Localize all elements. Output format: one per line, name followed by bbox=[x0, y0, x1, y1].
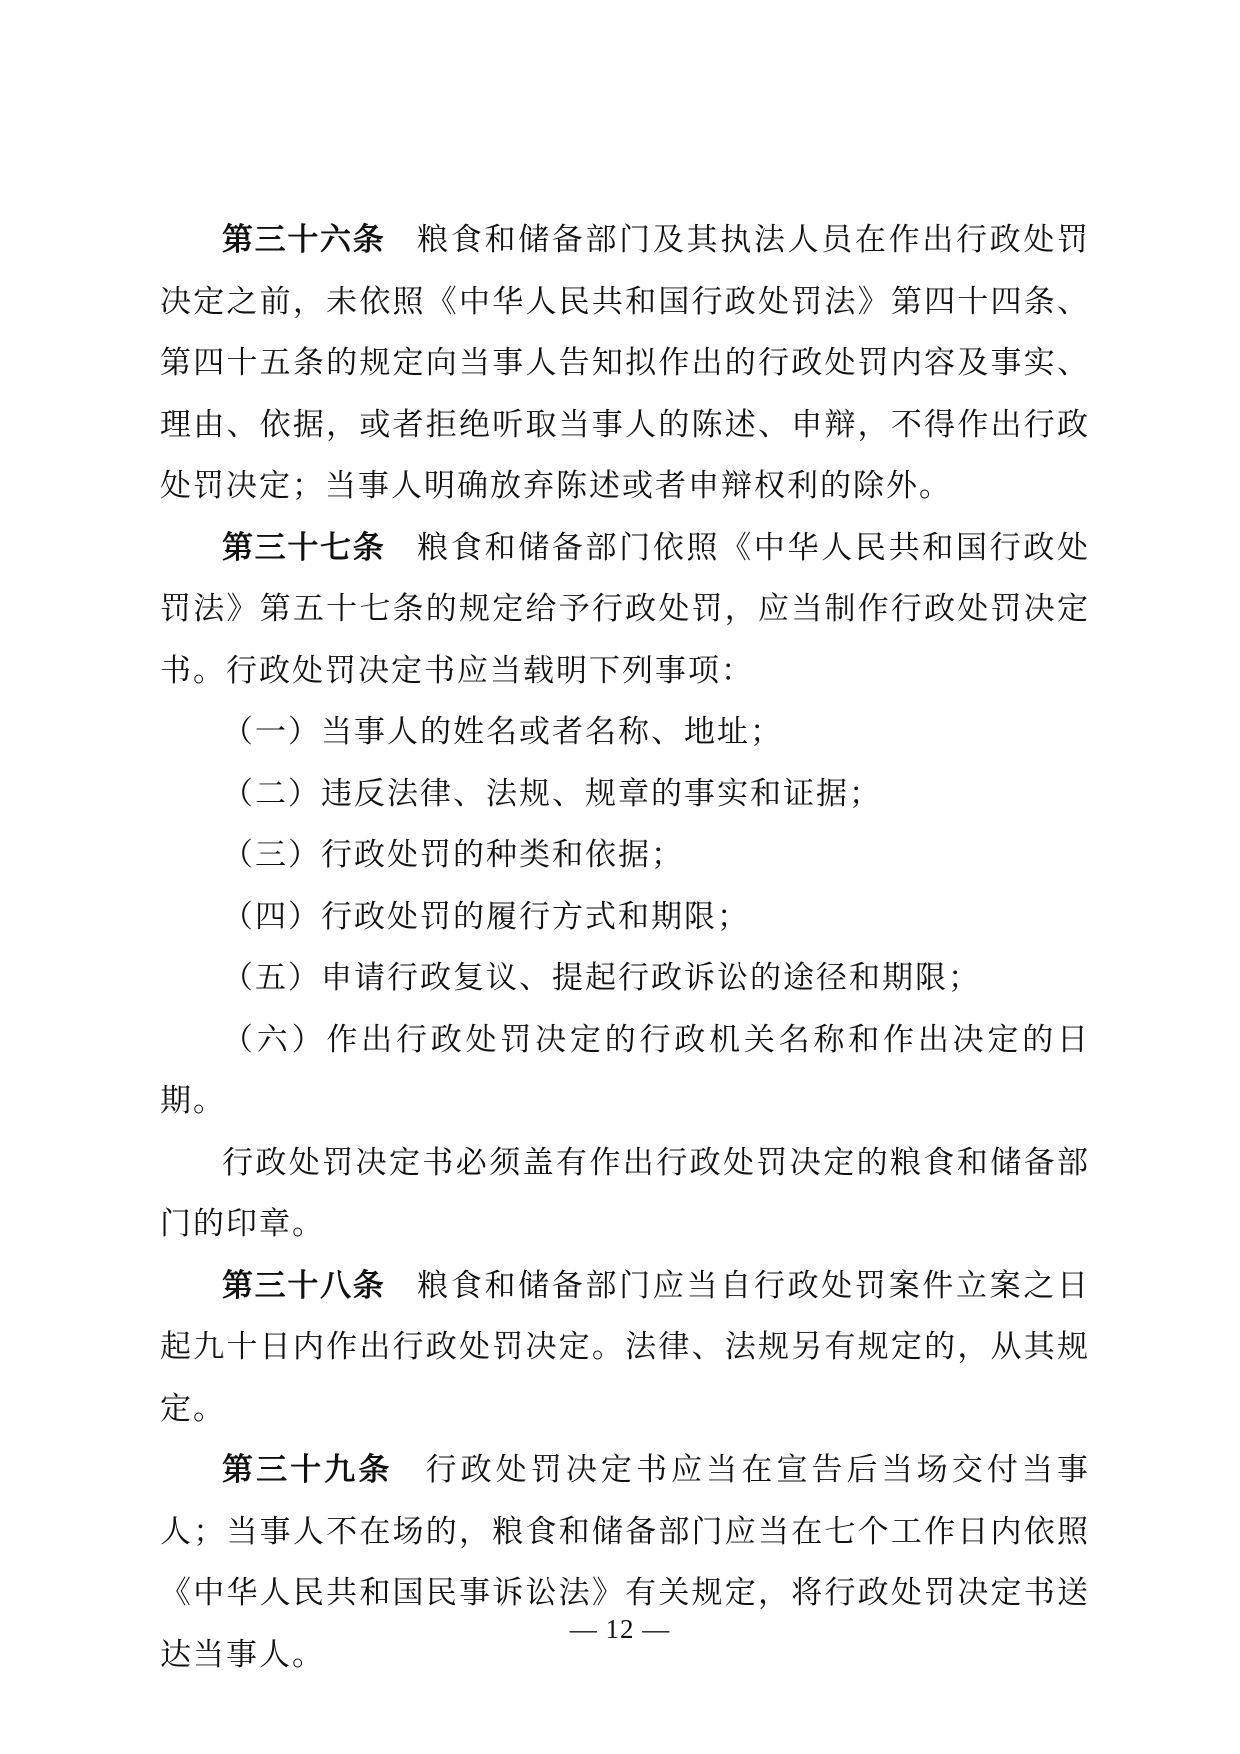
article-number: 第三十六条 bbox=[222, 222, 386, 258]
article-36-paragraph bbox=[160, 210, 1090, 518]
article-text: 粮食和储备部门依照《中华人民共和国行政处罚法》第五十七条的规定给予行政处罚，应当制作行政处罚决定书。行政处罚决定书应当载明下列事项： bbox=[160, 529, 1091, 689]
list-item-5: （五）申请行政复议、提起行政诉讼的途径和期限； bbox=[222, 960, 981, 996]
article-38-paragraph bbox=[160, 1256, 1090, 1441]
article-39-paragraph bbox=[160, 1440, 1090, 1686]
article-text: 行政处罚决定书应当在宣告后当场交付当事人；当事人不在场的，粮食和储备部门应当在七个工作日内依照《中华人民共和国民事诉讼法》有关规定，将行政处罚决定书送达当事人。 bbox=[160, 1452, 1091, 1673]
article-number: 第三十七条 bbox=[222, 529, 386, 566]
article-text: 粮食和储备部门应当自行政处罚案件立案之日起九十日内作出行政处罚决定。法律、法规另有规定的，从其规定。 bbox=[160, 1267, 1091, 1427]
list-item-1: （一）当事人的姓名或者名称、地址； bbox=[222, 714, 783, 750]
seal-requirement-paragraph: 行政处罚决定书必须盖有作出行政处罚决定的粮食和储备部门的印章。 bbox=[160, 1144, 1090, 1242]
list-item-4: （四）行政处罚的履行方式和期限； bbox=[222, 898, 750, 935]
document-body bbox=[160, 210, 1090, 1686]
article-text: 粮食和储备部门及其执法人员在作出行政处罚决定之前，未依照《中华人民共和国行政处罚法》第四十四条、第四十五条的规定向当事人告知拟作出的行政处罚内容及事实、理由、依据，或者拒绝听取当事人的陈述、申辩，不得作出行政处罚决定；当事人明确放弃陈述或者申辩权利的除外。 bbox=[160, 222, 1091, 504]
page-number: — 12 — bbox=[569, 1614, 671, 1644]
article-number: 第三十九条 bbox=[222, 1452, 393, 1488]
list-item-6: （六）作出行政处罚决定的行政机关名称和作出决定的日期。 bbox=[160, 1021, 1090, 1119]
article-37-paragraph bbox=[160, 518, 1090, 703]
article-number: 第三十八条 bbox=[222, 1267, 386, 1304]
list-item-2: （二）违反法律、法规、规章的事实和证据； bbox=[222, 775, 882, 812]
list-item-3: （三）行政处罚的种类和依据； bbox=[222, 837, 684, 873]
